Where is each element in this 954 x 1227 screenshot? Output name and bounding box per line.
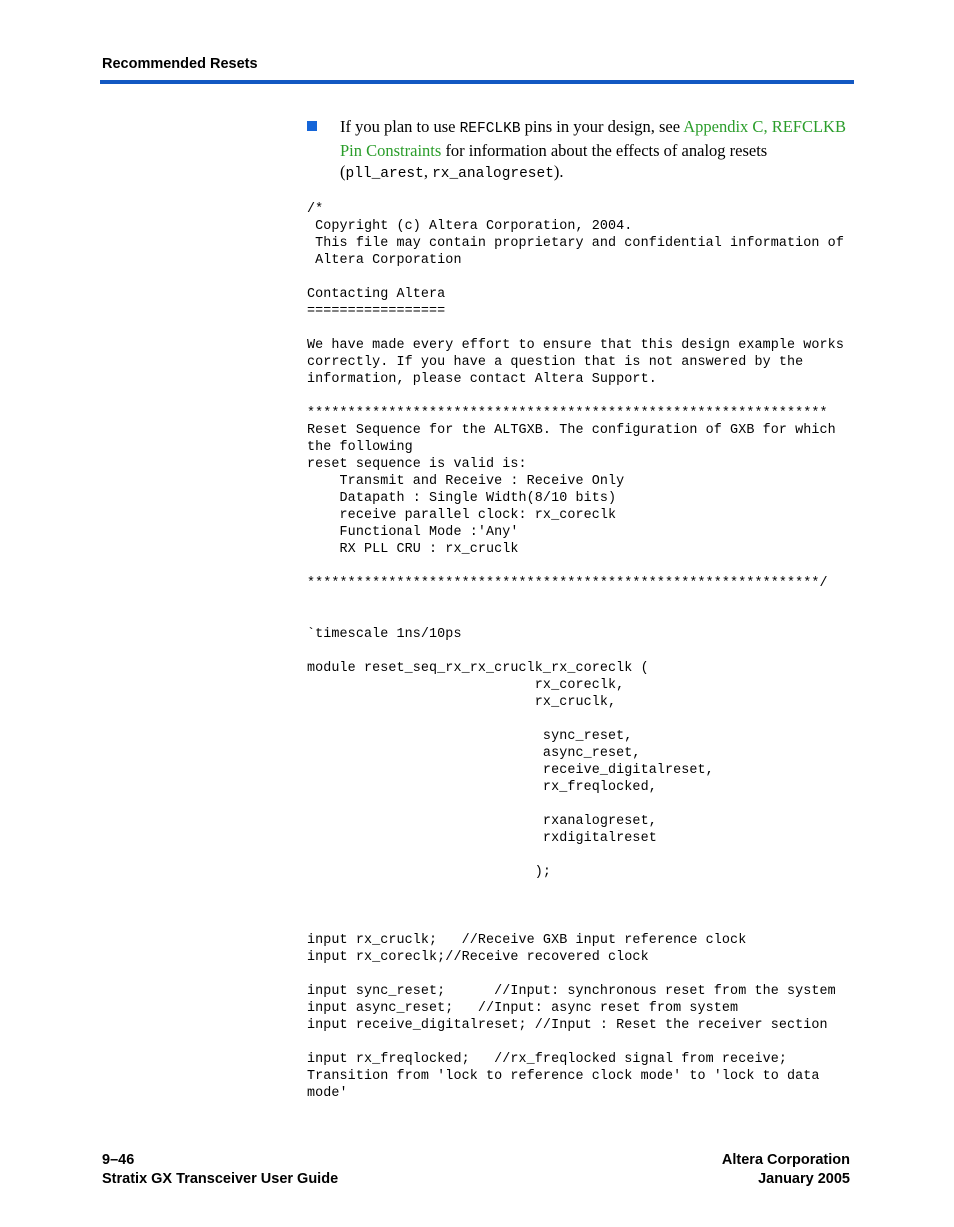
code-line: This file may contain proprietary and confidential information of — [307, 236, 844, 251]
code-line: ================= — [307, 304, 446, 319]
code-line: input rx_coreclk;//Receive recovered clock — [307, 950, 649, 965]
code-line: rxdigitalreset — [307, 831, 657, 846]
code-line: reset sequence is valid is: — [307, 457, 527, 472]
code-line: Contacting Altera — [307, 287, 446, 302]
code-line: ); — [307, 865, 552, 880]
code-line: Reset Sequence for the ALTGXB. The configuration of GXB for which — [307, 423, 836, 438]
code-line: receive parallel clock: rx_coreclk — [307, 508, 617, 523]
code-line: sync_reset, — [307, 729, 633, 744]
code-line: receive_digitalreset, — [307, 763, 714, 778]
code-line: rx_coreclk, — [307, 678, 625, 693]
code-line: input rx_cruclk; //Receive GXB input reference clock — [307, 933, 747, 948]
code-line: /* — [307, 202, 324, 217]
code-line: information, please contact Altera Support. — [307, 372, 657, 387]
bullet-text-4: , — [423, 162, 433, 181]
code-line: rxanalogreset, — [307, 814, 657, 829]
code-line: **************************************************************** — [307, 406, 828, 421]
code-line: input receive_digitalreset; //Input : Reset the receiver section — [307, 1018, 828, 1033]
code-line: rx_cruclk, — [307, 695, 617, 710]
code-line: ***************************************************************/ — [307, 576, 828, 591]
bullet-text-1: If you plan to use — [340, 117, 460, 136]
code-line: Functional Mode :'Any' — [307, 525, 519, 540]
code-line: correctly. If you have a question that is not answered by the — [307, 355, 804, 370]
company-name: Altera Corporation — [721, 1152, 850, 1168]
header-rule — [100, 80, 854, 84]
footer-left — [102, 1151, 338, 1189]
code-line: async_reset, — [307, 746, 641, 761]
square-bullet-icon — [307, 121, 317, 131]
code-line: the following — [307, 440, 413, 455]
code-line: Datapath : Single Width(8/10 bits) — [307, 491, 617, 506]
code-line: We have made every effort to ensure that this design example works — [307, 338, 844, 353]
bullet-text-3: for information about the effects of analog resets ( — [340, 141, 768, 181]
refclkb-code: REFCLKB — [459, 121, 521, 137]
footer-right — [722, 1151, 850, 1189]
code-line: module reset_seq_rx_rx_cruclk_rx_coreclk ( — [307, 661, 649, 676]
bullet-paragraph — [340, 116, 854, 185]
guide-title: Stratix GX Transceiver User Guide — [102, 1171, 339, 1187]
code-listing — [307, 201, 844, 1102]
code-line: Copyright (c) Altera Corporation, 2004. — [307, 219, 633, 234]
appendix-c-link[interactable]: Appendix C, REFCLKB Pin Constraints — [340, 117, 846, 160]
code-line: rx_freqlocked, — [307, 780, 657, 795]
code-line: mode' — [307, 1086, 348, 1101]
bullet-text-5: ). — [553, 162, 564, 181]
running-header-title: Recommended Resets — [102, 56, 258, 72]
bullet-text-2: pins in your design, see — [520, 117, 684, 136]
page-number: 9–46 — [102, 1152, 135, 1168]
rx-analogreset-code: rx_analogreset — [432, 166, 554, 182]
code-line: Transmit and Receive : Receive Only — [307, 474, 625, 489]
code-line: RX PLL CRU : rx_cruclk — [307, 542, 519, 557]
code-line: input async_reset; //Input: async reset from system — [307, 1001, 739, 1016]
code-line: input rx_freqlocked; //rx_freqlocked signal from receive; — [307, 1052, 788, 1067]
publication-date: January 2005 — [758, 1171, 850, 1187]
code-line: Transition from 'lock to reference clock mode' to 'lock to data — [307, 1069, 820, 1084]
code-line: input sync_reset; //Input: synchronous reset from the system — [307, 984, 836, 999]
code-line: `timescale 1ns/10ps — [307, 627, 462, 642]
pll-arest-code: pll_arest — [345, 166, 424, 182]
code-line: Altera Corporation — [307, 253, 462, 268]
